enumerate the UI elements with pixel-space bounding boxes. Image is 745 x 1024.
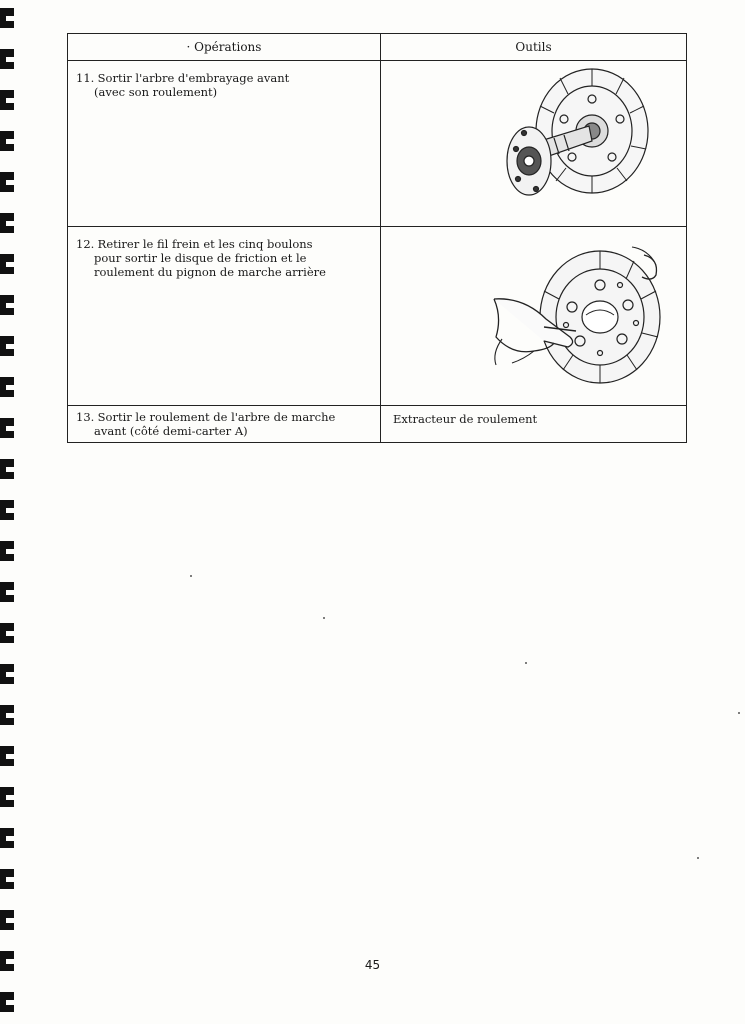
- header-operations: · Opérations: [68, 34, 381, 61]
- step-number: 13.: [76, 409, 95, 424]
- scan-speck: [525, 662, 527, 664]
- binding-hole: [0, 828, 14, 848]
- binding-hole: [0, 582, 14, 602]
- binding-hole: [0, 418, 14, 438]
- binding-hole: [0, 664, 14, 684]
- step-line: Retirer le fil frein et les cinq boulons: [97, 237, 313, 252]
- binding-hole: [0, 8, 14, 28]
- binding-hole: [0, 992, 14, 1012]
- binding-hole: [0, 49, 14, 69]
- tool-name: Extracteur de roulement: [393, 411, 538, 426]
- binding-hole: [0, 910, 14, 930]
- operation-cell: [68, 405, 381, 442]
- binding-hole: [0, 295, 14, 315]
- step-number: 12.: [76, 237, 95, 252]
- table-row: [68, 61, 687, 227]
- binding-hole: [0, 90, 14, 110]
- scan-speck: [190, 575, 192, 577]
- step-number: 11.: [76, 71, 95, 86]
- binding-hole: [0, 500, 14, 520]
- step-line: Sortir l'arbre d'embrayage avant: [97, 71, 290, 86]
- tool-cell: [381, 227, 687, 405]
- operation-cell: [68, 227, 381, 405]
- binding-hole: [0, 336, 14, 356]
- binding-hole: [0, 705, 14, 725]
- header-tools: Outils: [381, 34, 687, 61]
- friction-disc-with-hand-icon: [384, 227, 684, 397]
- step-line: roulement du pignon de marche arrière: [94, 265, 326, 280]
- table-header-row: [68, 34, 687, 61]
- table-row: [68, 405, 687, 442]
- table-row: [68, 227, 687, 405]
- binding-hole: [0, 377, 14, 397]
- spiral-binding: [0, 0, 14, 1024]
- binding-hole: [0, 131, 14, 151]
- binding-hole: [0, 213, 14, 233]
- tool-cell: [381, 61, 687, 227]
- operation-cell: [68, 61, 381, 227]
- page-number: 45: [364, 958, 381, 972]
- scan-speck: [738, 712, 740, 714]
- binding-hole: [0, 541, 14, 561]
- scan-speck: [697, 857, 699, 859]
- step-line: (avec son roulement): [94, 85, 218, 100]
- step-line: Sortir le roulement de l'arbre de marche: [97, 409, 336, 424]
- binding-hole: [0, 254, 14, 274]
- scan-speck: [323, 617, 325, 619]
- tool-cell: [381, 405, 687, 442]
- operations-table: [67, 33, 687, 443]
- binding-hole: [0, 746, 14, 766]
- binding-hole: [0, 869, 14, 889]
- binding-hole: [0, 172, 14, 192]
- binding-hole: [0, 787, 14, 807]
- binding-hole: [0, 623, 14, 643]
- step-line: pour sortir le disque de friction et le: [94, 251, 307, 266]
- binding-hole: [0, 459, 14, 479]
- step-line: avant (côté demi-carter A): [94, 423, 248, 438]
- clutch-shaft-with-flange-icon: [384, 61, 684, 221]
